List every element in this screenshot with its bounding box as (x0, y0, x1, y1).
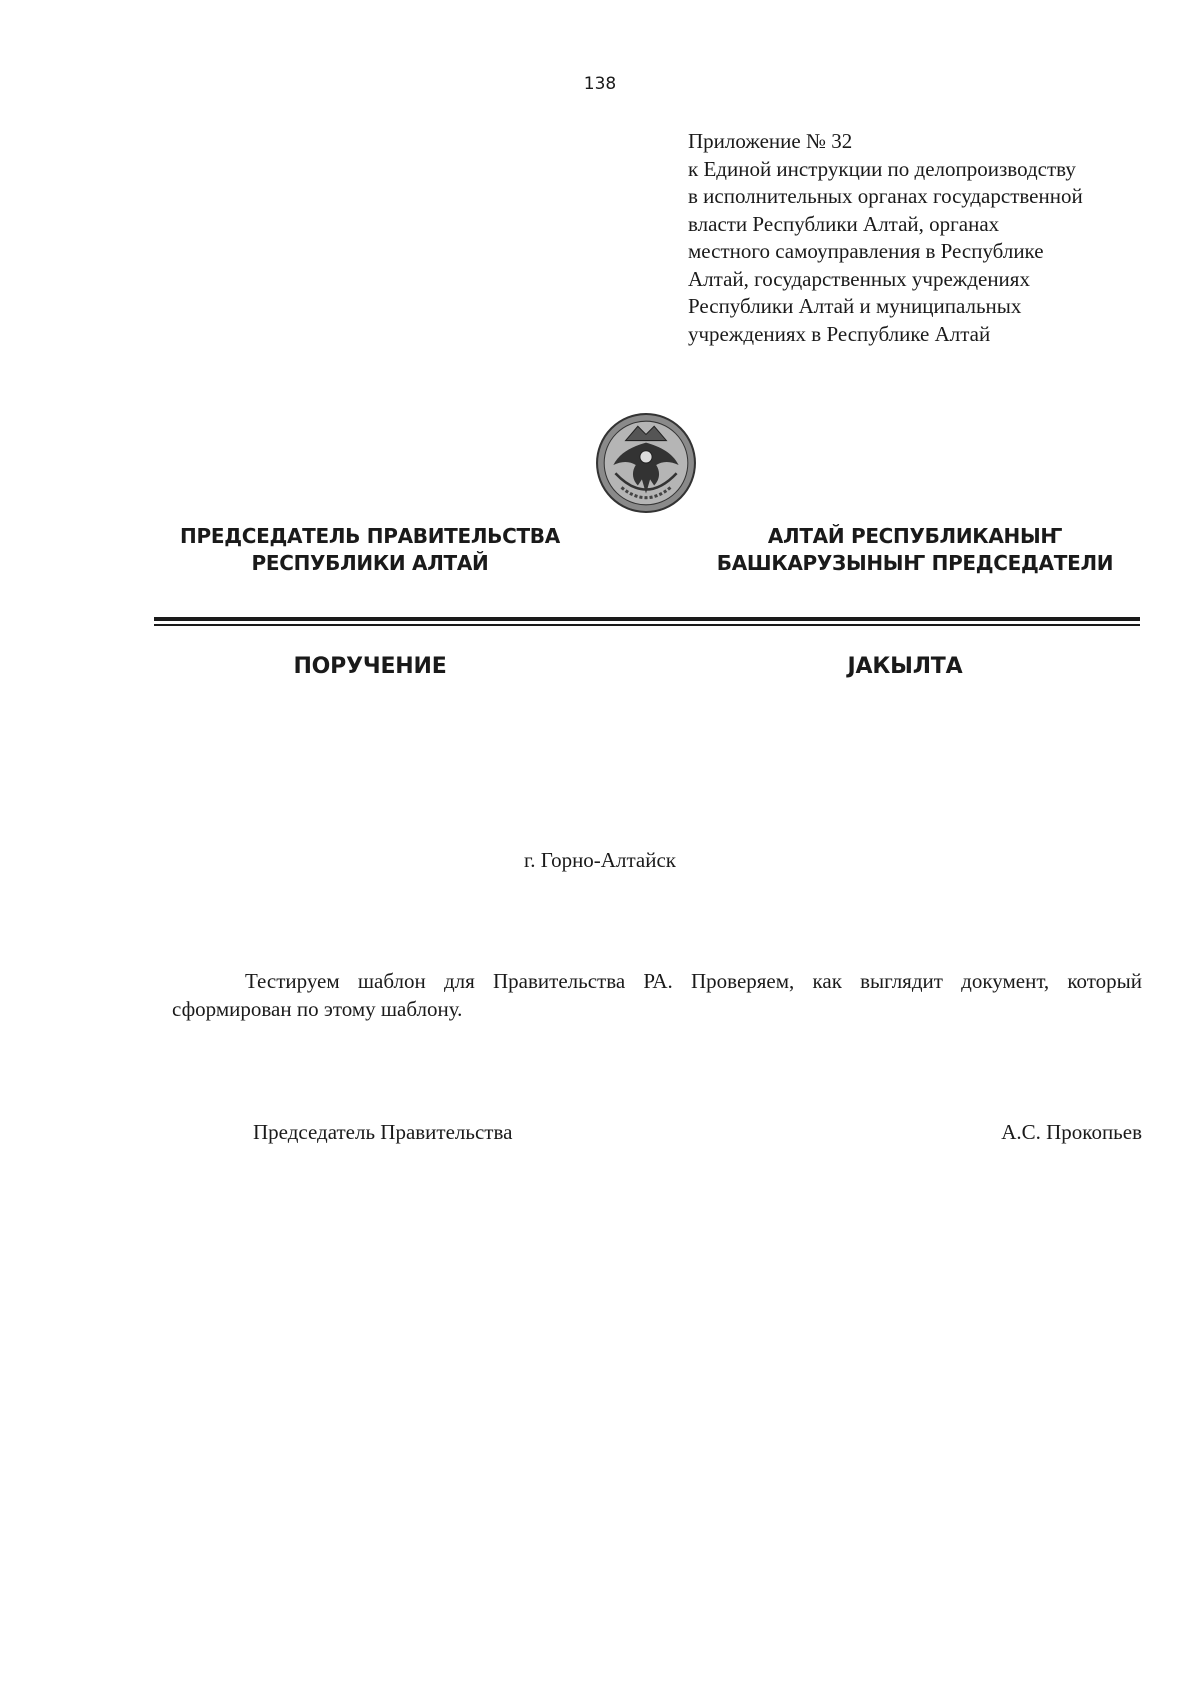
document-type-alt: ЈАКЫЛТА (847, 654, 963, 679)
appendix-line: учреждениях в Республике Алтай (688, 321, 991, 346)
appendix-caption (688, 128, 1158, 348)
organization-name-alt (690, 523, 1140, 577)
appendix-line: Республики Алтай и муниципальных (688, 294, 1022, 318)
coat-of-arms-icon (595, 412, 697, 514)
organization-line: ПРЕДСЕДАТЕЛЬ ПРАВИТЕЛЬСТВА (180, 524, 560, 548)
appendix-line: Алтай, государственных учреждениях (688, 266, 1030, 291)
organization-line: АЛТАЙ РЕСПУБЛИКАНЫҤ (767, 524, 1063, 548)
organization-line: БАШКАРУЗЫНЫҤ ПРЕДСЕДАТЕЛИ (716, 551, 1114, 575)
document-type-ru: ПОРУЧЕНИЕ (293, 654, 447, 679)
organization-name-ru (160, 523, 580, 577)
page-number: 138 (583, 74, 617, 94)
signatory-position: Председатель Правительства (253, 1120, 513, 1144)
appendix-line: к Единой инструкции по делопроизводству (688, 156, 1076, 181)
appendix-line: власти Республики Алтай, органах (688, 211, 1000, 236)
header-rule-thin (154, 624, 1140, 626)
organization-line: РЕСПУБЛИКИ АЛТАЙ (251, 551, 489, 575)
appendix-title: Приложение № 32 (688, 129, 853, 153)
body-paragraph: Тестируем шаблон для Правительства РА. Проверяем, как выглядит документ, который сформирован по этому шаблону. (172, 969, 1142, 1021)
header-rule-thick (154, 617, 1140, 621)
signatory-name: А.С. Прокопьев (1001, 1120, 1142, 1144)
appendix-line: местного самоуправления в Республике (688, 239, 1044, 263)
appendix-line: в исполнительных органах государственной (688, 184, 1083, 208)
place-of-issue: г. Горно-Алтайск (524, 848, 676, 872)
